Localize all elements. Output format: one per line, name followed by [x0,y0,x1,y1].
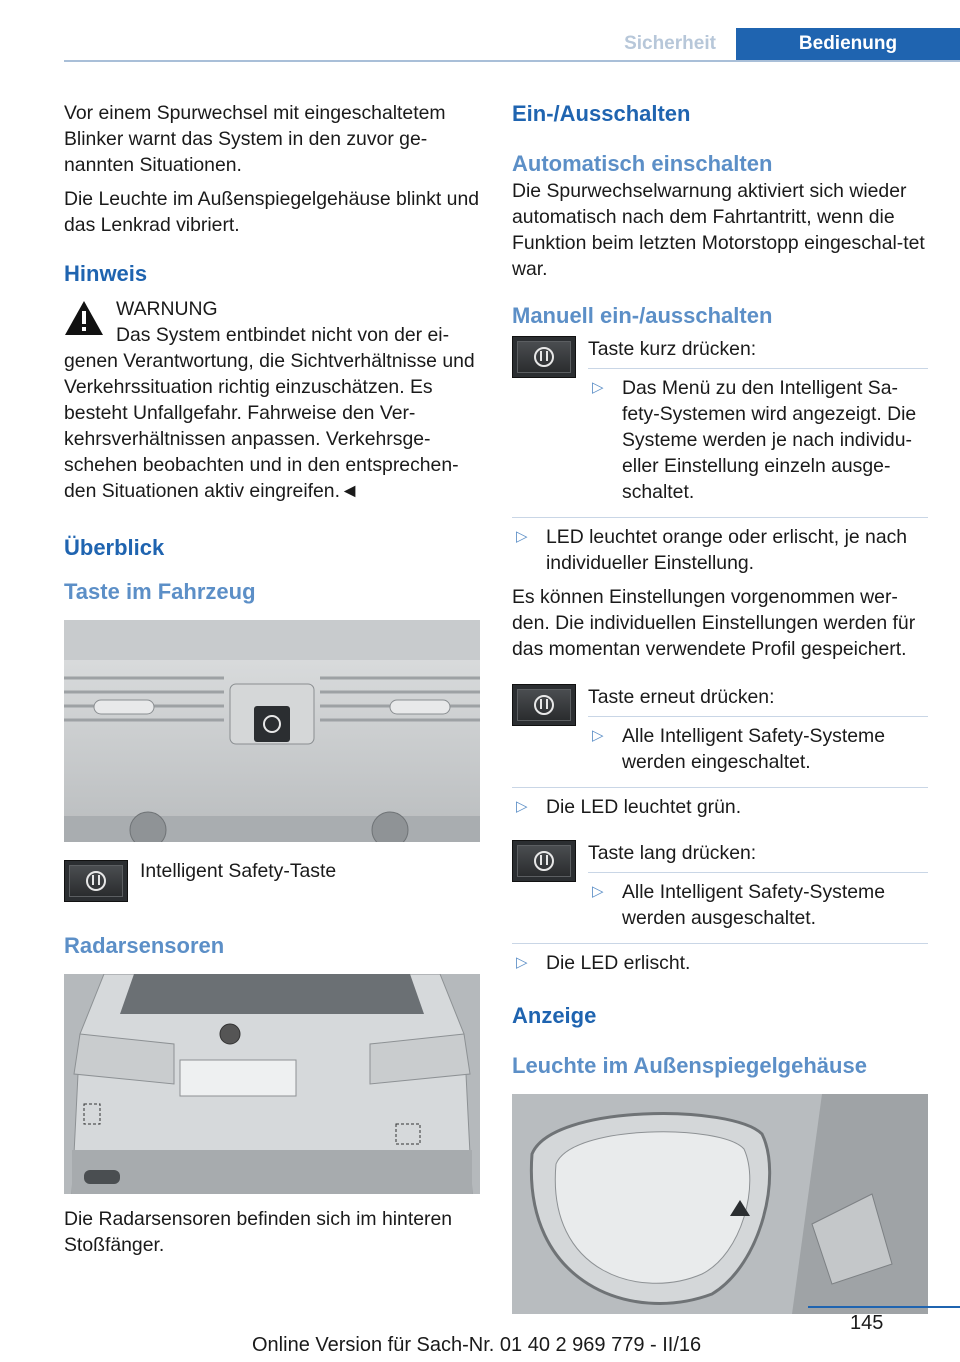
warning-title: WARNUNG [116,298,218,320]
tab-sicherheit[interactable]: Sicherheit [624,33,716,54]
right-column [512,100,928,1314]
rear-car-image [64,974,480,1194]
arrow-icon: ▷ [592,379,604,396]
header-divider [64,60,960,62]
short-press-button-icon [512,336,576,378]
side-mirror-image [512,1094,928,1314]
list-item: ▷ Alle Intelligent Safety-Systeme werden eingeschaltet. [592,725,885,773]
list-item: ▷ Die LED erlischt. [516,952,691,974]
list-item: ▷ LED leuchtet orange oder erlischt, je nach individueller Einstellung. [516,526,908,574]
rear-car-illustration [64,974,480,1194]
warning-triangle-icon [64,300,104,336]
page-header [0,0,960,64]
footer-online-version: Online Version für Sach-Nr. 01 40 2 969 779 - II/16 [252,1334,702,1356]
radar-caption: Die Radarsensoren befinden sich im hinteren Stoßfänger. [64,1208,453,1256]
again-press-label: Taste erneut drücken: [588,686,775,708]
page-number: 145 [850,1312,884,1334]
button-caption: Intelligent Safety-Taste [140,860,337,882]
mirror-heading: Leuchte im Außenspiegelgehäuse [512,1053,867,1078]
radar-heading: Radarsensoren [64,933,225,958]
mirror-illustration [512,1094,928,1314]
warning-body: Das System entbindet nicht von der ei-genen Verantwortung, die Sichtverhältnisse und Verkehrssituation richtig einzuschätzen. Es besteht Unfallgefahr. Fahrweise den Ver-kehrsverhältnissen anpassen. Verkehrsge-schehen beobachten und in den entsprechen-den Situationen aktiv eingreifen.◄ [64,324,475,502]
arrow-icon: ▷ [592,883,604,900]
footer-divider [808,1306,960,1308]
list-item: ▷ Die LED leuchtet grün. [516,796,742,818]
ueberblick-heading: Überblick [64,535,165,560]
arrow-icon: ▷ [516,954,528,971]
taste-heading: Taste im Fahrzeug [64,579,256,604]
auto-heading: Automatisch einschalten [512,151,773,176]
divider [512,787,928,788]
arrow-icon: ▷ [516,798,528,815]
arrow-icon: ▷ [516,528,528,545]
divider [588,872,928,873]
arrow-icon: ▷ [592,727,604,744]
intro-paragraph: Vor einem Spurwechsel mit eingeschaltetem Blinker warnt das System in den zuvor ge-nannten Situationen. [64,102,446,176]
left-column [64,100,480,1266]
long-press-label: Taste lang drücken: [588,842,757,864]
again-press-block [512,684,928,783]
ein-aus-heading: Ein-/Ausschalten [512,101,691,126]
tab-bedienung[interactable]: Bedienung [736,28,960,60]
list-item: ▷ Alle Intelligent Safety-Systeme werden ausgeschaltet. [592,881,885,929]
divider [512,517,928,518]
auto-text: Die Spurwechselwarnung aktiviert sich wieder automatisch nach dem Fahrtantritt, wenn die Funktion beim letzten Motorstopp eingeschal-tet war. [512,180,925,280]
hinweis-heading: Hinweis [64,261,148,286]
long-press-button-icon [512,840,576,882]
divider [588,716,928,717]
settings-text: Es können Einstellungen vorgenommen wer-den. Die individuellen Einstellungen werden für das momentan verwendete Profil gespeichert. [512,586,916,660]
divider [512,943,928,944]
dashboard-illustration [64,620,480,842]
manual-heading: Manuell ein-/ausschalten [512,303,773,328]
short-press-block [512,336,928,513]
mirror-blink-paragraph: Die Leuchte im Außenspiegelgehäuse blinkt und das Lenkrad vibriert. [64,188,480,236]
intelligent-safety-button-icon [64,860,128,902]
warning-block [64,296,480,504]
dashboard-button-image [64,620,480,842]
long-press-block [512,840,928,939]
short-press-label: Taste kurz drücken: [588,338,757,360]
button-caption-row [64,860,480,908]
anzeige-heading: Anzeige [512,1003,597,1028]
again-press-button-icon [512,684,576,726]
divider [588,368,928,369]
list-item: ▷ Das Menü zu den Intelligent Sa-fety-Systemen wird angezeigt. Die Systeme werden je nach individu-eller Einstellung einzeln ausge-schaltet. [592,377,917,503]
